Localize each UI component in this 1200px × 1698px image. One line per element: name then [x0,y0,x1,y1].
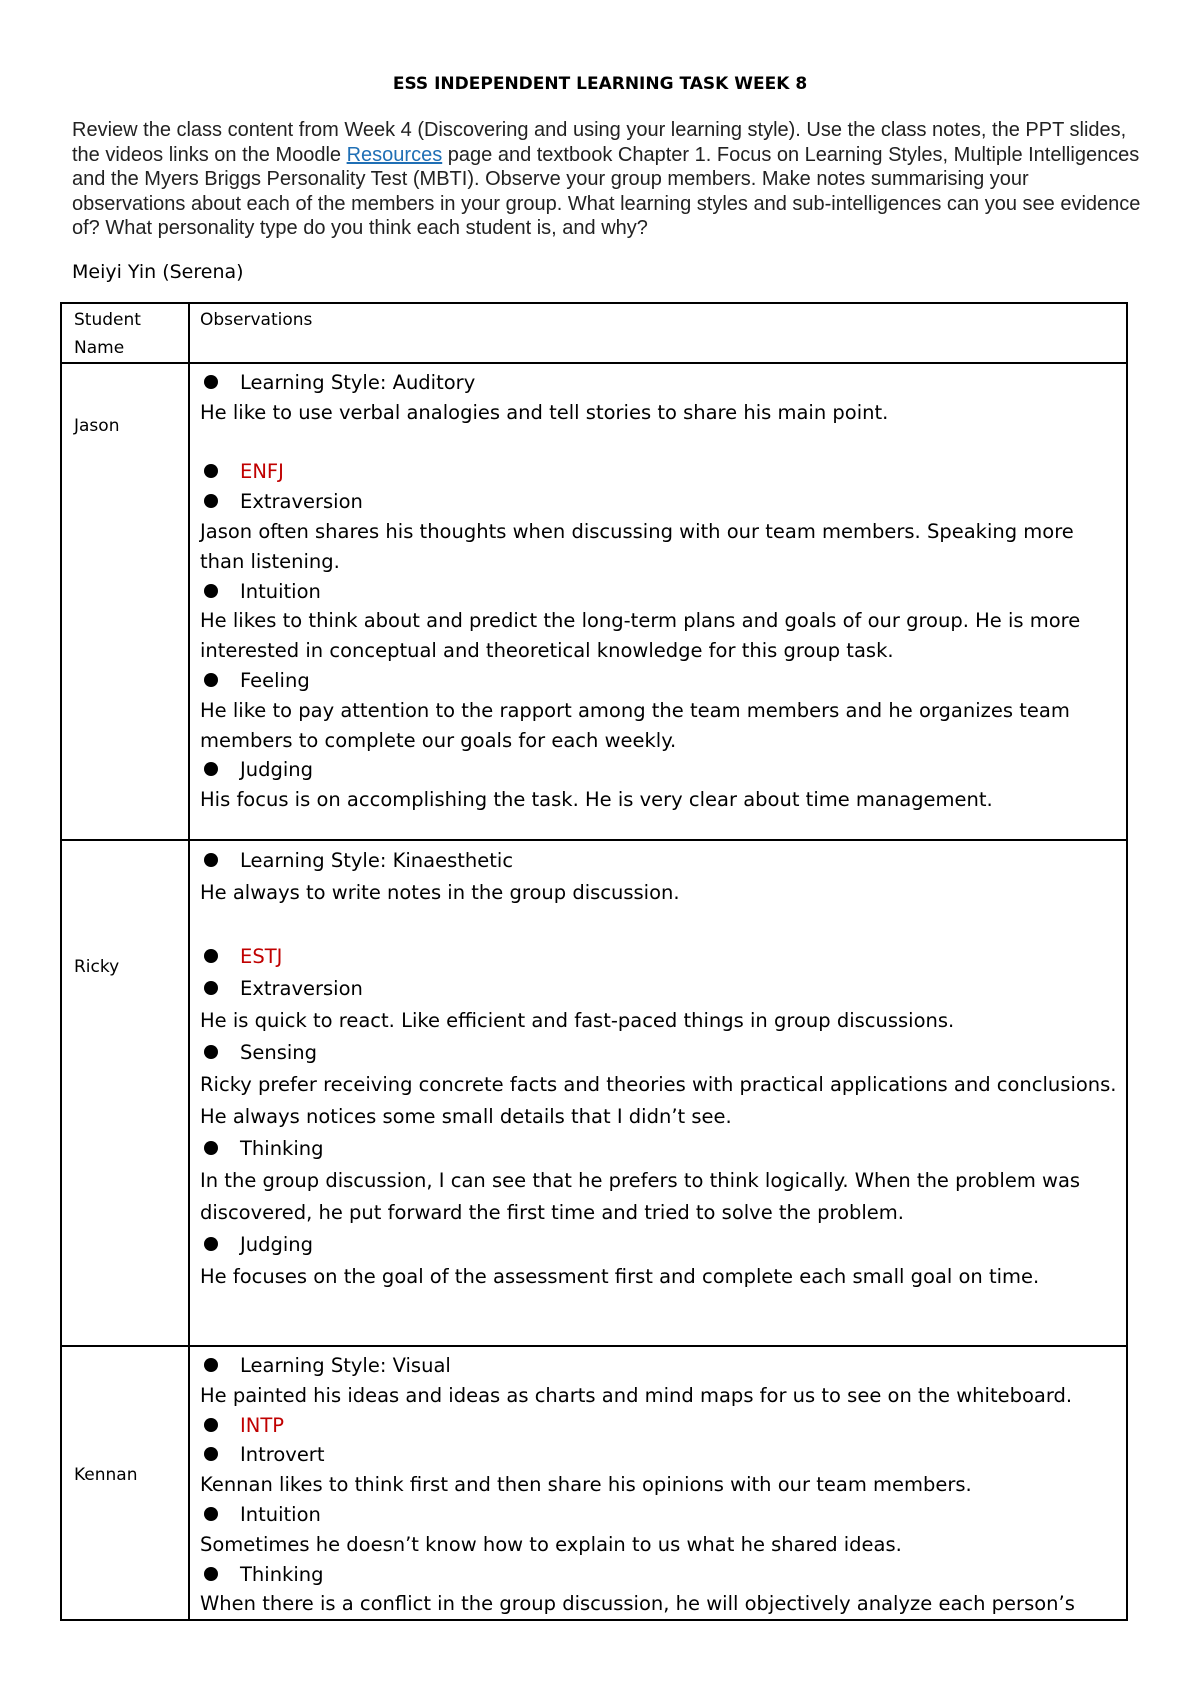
trait-note: His focus is on accomplishing the task. He is very clear about time management. [200,788,993,812]
bullet-icon [204,1237,218,1251]
learning-style: Learning Style: Auditory [240,371,476,394]
bullet-icon [204,762,218,776]
bullet-icon [204,1447,218,1461]
bullet-icon [204,1358,218,1372]
table-row [61,363,1127,840]
learning-style-note: He painted his ideas and ideas as charts and mind maps for us to see on the whiteboard. [200,1383,1073,1407]
trait-label: Extraversion [240,977,363,1000]
author-name-heading: Meiyi Yin (Serena) [72,261,244,283]
trait-note: In the group discussion, I can see that he prefers to think logically. When the problem was discovered, he put forward the first time and tried to solve the problem. [200,1169,1081,1224]
bullet-icon [204,464,218,478]
bullet-icon [204,1507,218,1521]
bullet-icon [204,1045,218,1059]
bullet-icon [204,1418,218,1432]
mbti-type: ESTJ [240,945,283,968]
learning-style-note: He like to use verbal analogies and tell stories to share his main point. [200,400,889,424]
trait-note: He like to pay attention to the rapport among the team members and he organizes team members to complete our goals for each weekly. [200,698,1070,752]
bullet-icon [204,375,218,389]
bullet-icon [204,853,218,867]
trait-label: Judging [240,758,314,782]
trait-label: Intuition [240,579,321,603]
table-header-row [61,303,1127,363]
header-observations: Observations [200,310,313,330]
student-name: Kennan [74,1465,138,1485]
trait-note: Ricky prefer receiving concrete facts and theories with practical applications and conclusions. He always notices some small details that I didn’t see. [200,1073,1117,1128]
trait-note: He likes to think about and predict the long-term plans and goals of our group. He is more interested in conceptual and theoretical knowledge for this group task. [200,609,1081,663]
trait-note: Kennan likes to think first and then share his opinions with our team members. [200,1473,972,1497]
instructions-text-end: page and textbook Chapter 1. Focus on Learning Styles, Multiple Intelligences and the Myers Briggs Personality Test (MBTI). Observe your group members. Make notes summarising your observations about each of the members in your group. What learning styles and sub-intelligences can you see evidence of? What personality type do you think each student is, and why? [72,143,1141,239]
trait-note: Jason often shares his thoughts when discussing with our team members. Speaking more than listening. [200,519,1074,573]
table-row [61,840,1127,1346]
bullet-icon [204,1141,218,1155]
bullet-icon [204,1567,218,1581]
bullet-icon [204,673,218,687]
trait-label: Judging [240,1233,314,1256]
trait-label: Thinking [240,1562,324,1586]
trait-note: He focuses on the goal of the assessment first and complete each small goal on time. [200,1265,1040,1288]
trait-note: When there is a conflict in the group discussion, he will objectively analyze each person’s [200,1592,1075,1616]
mbti-type: ENFJ [240,460,284,484]
learning-style: Learning Style: Kinaesthetic [240,849,514,872]
bullet-icon [204,949,218,963]
learning-style-note: He always to write notes in the group discussion. [200,881,680,904]
bullet-icon [204,981,218,995]
trait-label: Feeling [240,668,310,692]
instructions-text-start: Review the class content from Week 4 (Discovering and using your learning style). Use the class notes, the PPT slides, the videos links on the Moodle [72,119,1127,166]
task-instructions [72,118,1142,241]
table-row [61,1346,1127,1620]
observations-table [60,302,1128,1621]
trait-label: Introvert [240,1443,325,1467]
trait-label: Sensing [240,1041,318,1064]
learning-style: Learning Style: Visual [240,1354,451,1377]
document-title: ESS INDEPENDENT LEARNING TASK WEEK 8 [392,74,808,94]
trait-label: Thinking [240,1137,324,1160]
bullet-icon [204,494,218,508]
resources-link[interactable]: Resources [346,143,443,166]
trait-note: Sometimes he doesn’t know how to explain to us what he shared ideas. [200,1532,902,1556]
mbti-type: INTP [240,1413,285,1437]
student-name: Ricky [74,957,120,977]
trait-label: Extraversion [240,490,363,514]
header-student-name: Student Name [74,310,141,358]
student-name: Jason [74,416,120,436]
trait-label: Intuition [240,1502,321,1526]
bullet-icon [204,584,218,598]
trait-note: He is quick to react. Like efficient and fast-paced things in group discussions. [200,1009,955,1032]
